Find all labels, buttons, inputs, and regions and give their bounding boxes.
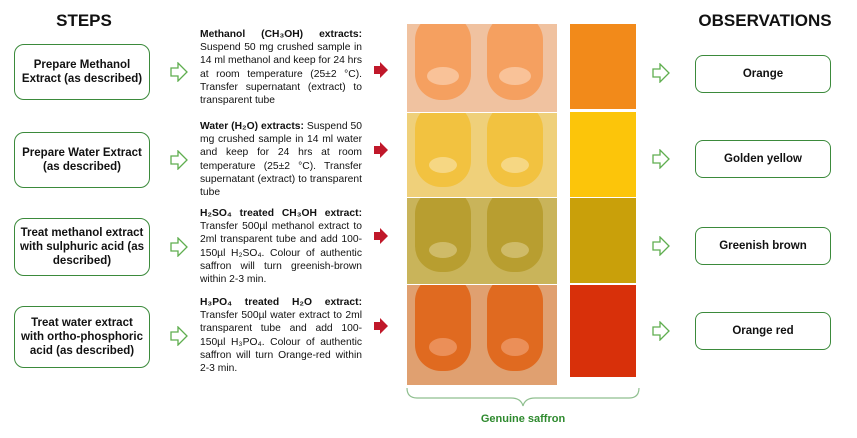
description-methanol (200, 28, 362, 107)
swatch-orange-red (570, 285, 636, 377)
observation-box-orange-red (695, 312, 831, 350)
hollow-arrow-icon (170, 326, 188, 346)
description-body: Suspend 50 mg crushed sample in 14 ml water and keep for 24 hrs at room temperature (25±2 °C). Transfer supernatant (extract) to transparent tube (200, 121, 362, 199)
step-label: Treat water extract with ortho-phosphoric acid (as described) (20, 317, 143, 357)
step-label: Prepare Water Extract (as described) (22, 147, 142, 173)
observation-box-orange (695, 55, 831, 93)
observation-box-greenish-brown (695, 227, 831, 265)
hollow-arrow-icon (170, 150, 188, 170)
swatch-golden-yellow (570, 112, 636, 197)
red-arrow-icon (373, 228, 389, 244)
description-sulphuric (200, 207, 362, 286)
hollow-arrow-icon (652, 321, 670, 341)
hollow-arrow-icon (652, 149, 670, 169)
observation-label: Golden yellow (724, 153, 802, 165)
step-label: Prepare Methanol Extract (as described) (21, 59, 143, 85)
observations-heading: OBSERVATIONS (698, 11, 832, 30)
description-title: Methanol (CH₃OH) extracts: (200, 29, 362, 40)
genuine-saffron-bracket (405, 386, 641, 408)
observation-box-golden-yellow (695, 140, 831, 178)
hollow-arrow-icon (170, 237, 188, 257)
description-title: H₃PO₄ treated H₂O extract: (200, 297, 362, 308)
steps-heading: STEPS (56, 11, 112, 30)
hollow-arrow-icon (652, 236, 670, 256)
tube-photo-orange-red (407, 285, 557, 385)
hollow-arrow-icon (170, 62, 188, 82)
step-box-water (14, 132, 150, 188)
genuine-saffron-caption: Genuine saffron (480, 413, 566, 425)
step-label: Treat methanol extract with sulphuric acid (as described) (20, 227, 144, 267)
observation-label: Greenish brown (719, 240, 807, 252)
hollow-arrow-icon (652, 63, 670, 83)
description-body: Transfer 500µl methanol extract to 2ml transparent tube and add 100-150µl H₂SO₄. Colour of authentic saffron will turn greenish-brown within 2-3 min. (200, 221, 362, 286)
tube-photo-golden-yellow (407, 113, 557, 197)
description-phosphoric (200, 296, 362, 375)
swatch-orange (570, 24, 636, 109)
description-title: H₂SO₄ treated CH₃OH extract: (200, 208, 362, 219)
step-box-phosphoric (14, 306, 150, 368)
tube-photo-greenish-brown (407, 198, 557, 284)
description-body: Transfer 500µl water extract to 2ml transparent tube and add 100-150µl H₃PO₄. Colour of authentic saffron will turn Orange-red within 2-3 min. (200, 310, 362, 375)
red-arrow-icon (373, 142, 389, 158)
description-water (200, 120, 362, 199)
red-arrow-icon (373, 62, 389, 78)
step-box-methanol (14, 44, 150, 100)
red-arrow-icon (373, 318, 389, 334)
description-title: Water (H₂O) extracts: (200, 121, 304, 132)
observation-label: Orange red (732, 325, 794, 337)
description-body: Suspend 50 mg crushed sample in 14 ml methanol and keep for 24 hrs at room temperature (25±2 °C). Transfer supernatant (extract) to transparent tube (200, 42, 362, 107)
observation-label: Orange (742, 68, 784, 80)
tube-photo-orange (407, 24, 557, 112)
swatch-greenish-brown (570, 198, 636, 283)
step-box-sulphuric (14, 218, 150, 276)
